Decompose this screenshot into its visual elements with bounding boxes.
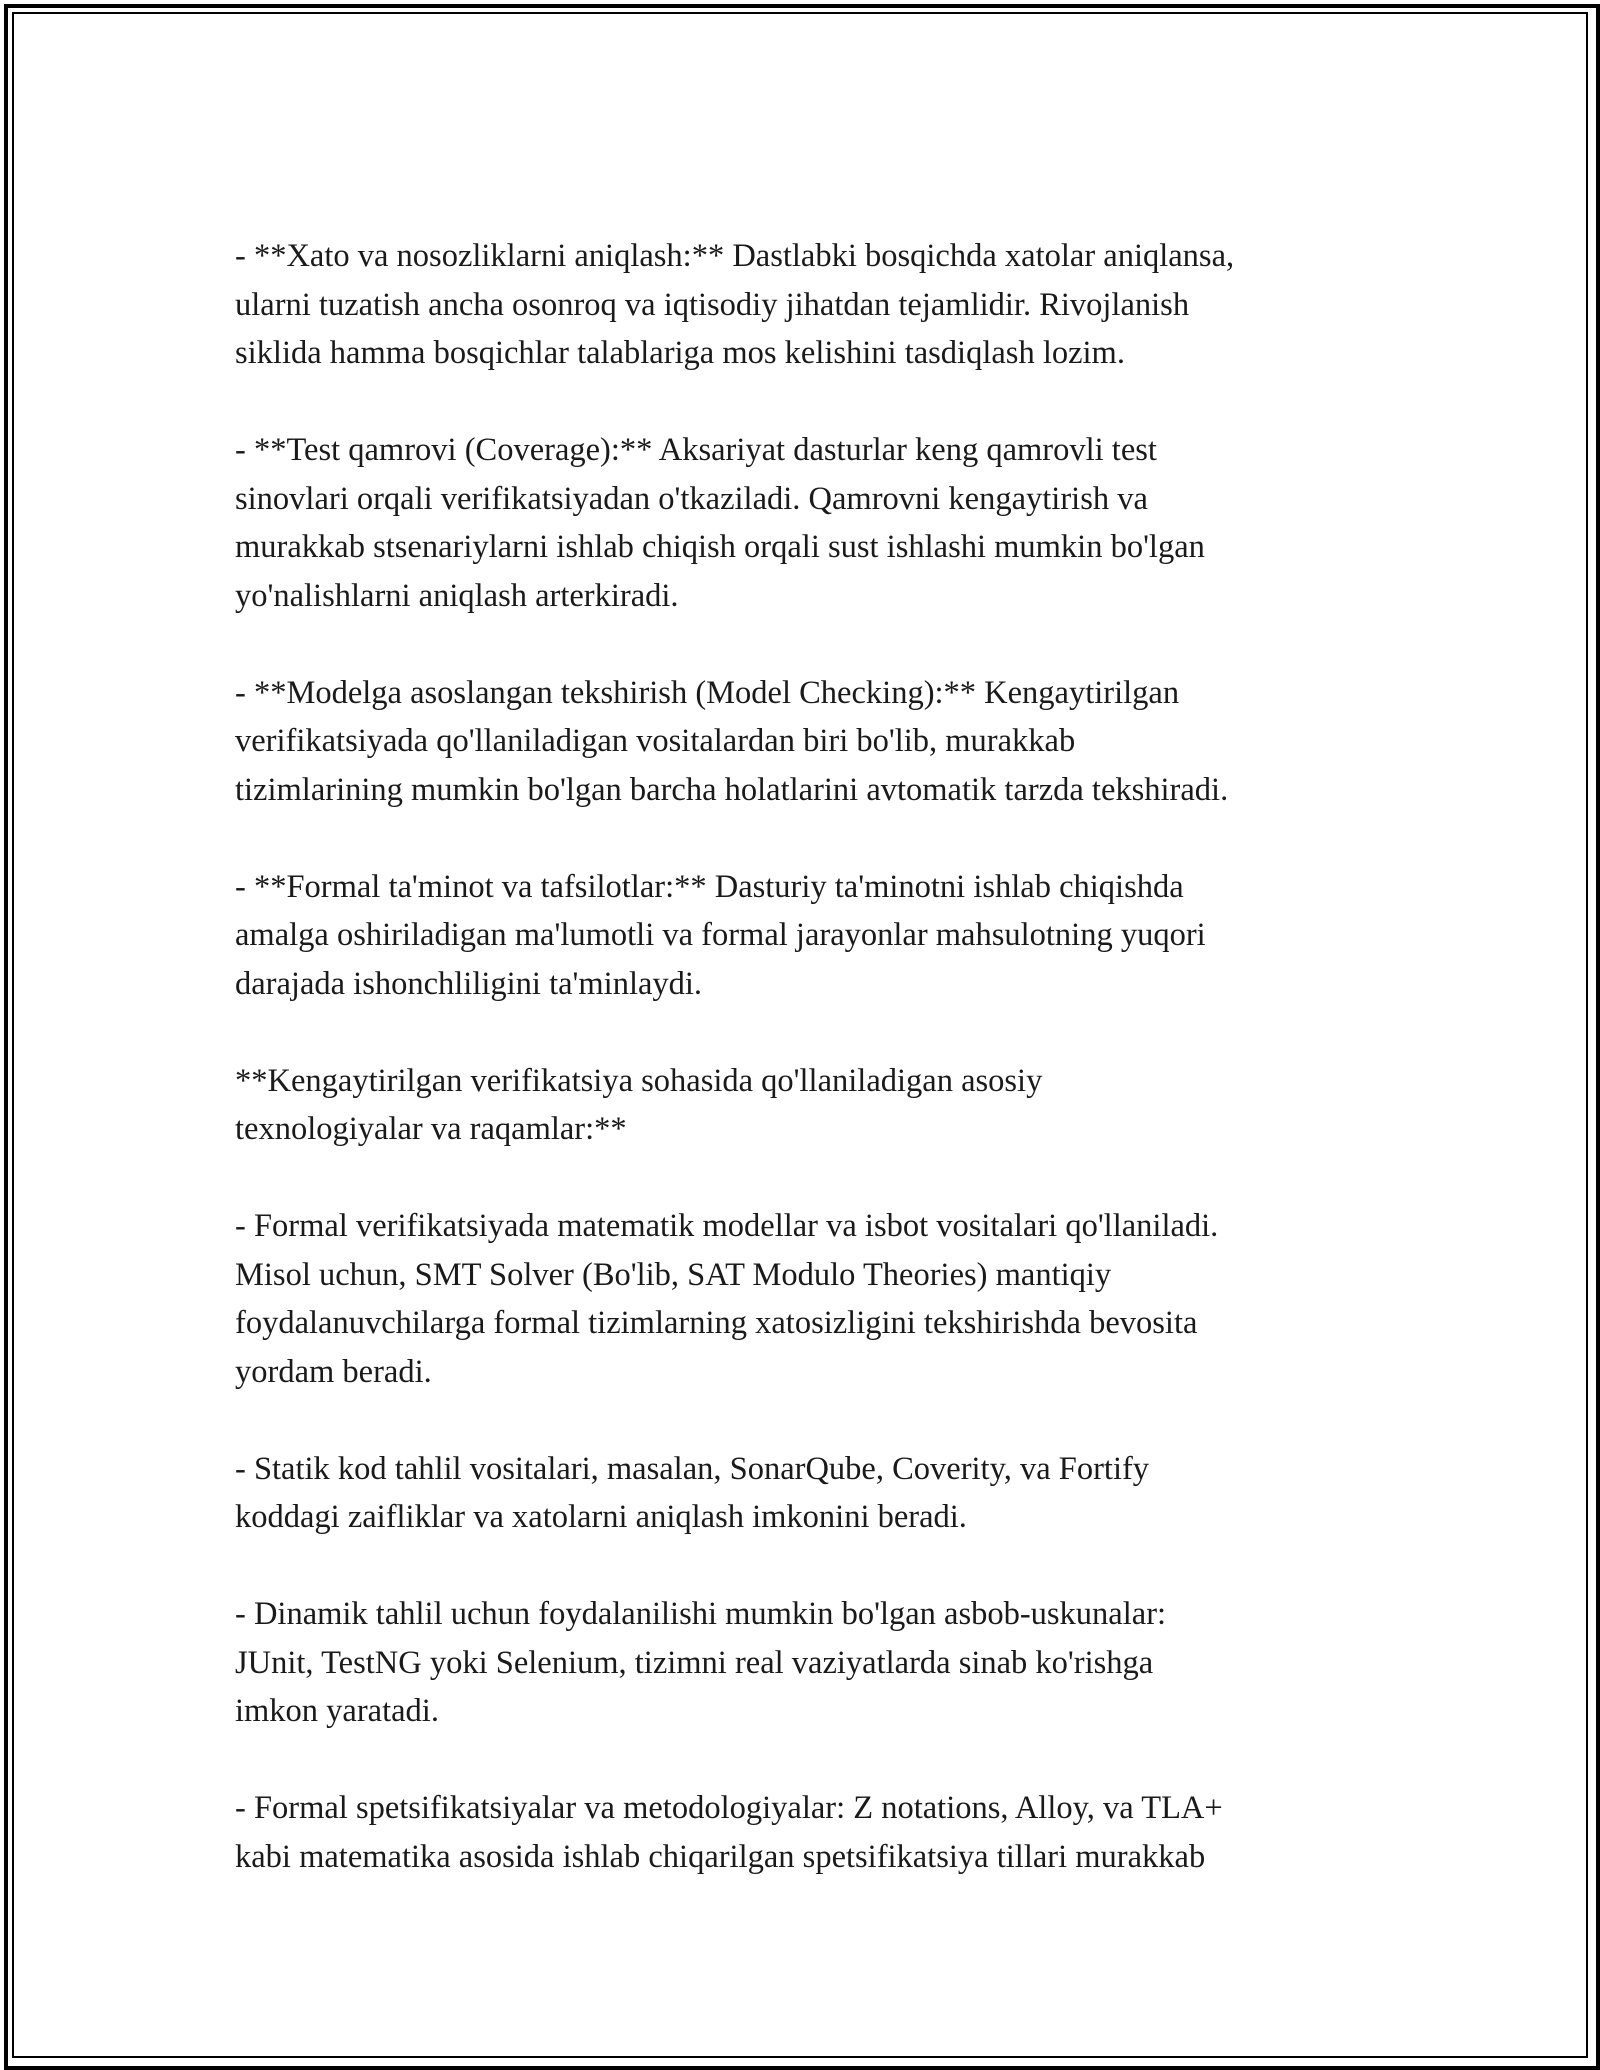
text-line: sinovlari orqali verifikatsiyadan o'tkaziladi. Qamrovni kengaytirish va — [235, 480, 1148, 517]
text-line: - **Modelga asoslangan tekshirish (Model Checking):** Kengaytirilgan — [235, 674, 1180, 711]
text-line: **Kengaytirilgan verifikatsiya sohasida qo'llaniladigan asosiy — [235, 1062, 1043, 1099]
text-line: - **Formal ta'minot va tafsilotlar:** Dasturiy ta'minotni ishlab chiqishda — [235, 868, 1184, 905]
text-line: amalga oshiriladigan ma'lumotli va formal jarayonlar mahsulotning yuqori — [235, 917, 1206, 953]
text-line: koddagi zaifliklar va xatolarni aniqlash imkonini beradi. — [235, 1499, 967, 1535]
text-line: Misol uchun, SMT Solver (Bo'lib, SAT Modulo Theories) mantiqiy — [235, 1256, 1112, 1293]
text-line: yordam beradi. — [235, 1353, 432, 1390]
text-line: - Formal spetsifikatsiyalar va metodologiyalar: Z notations, Alloy, va TLA+ — [235, 1790, 1223, 1826]
text-line: tizimlarining mumkin bo'lgan barcha holatlarini avtomatik tarzda tekshiradi. — [235, 771, 1229, 808]
text-line: foydalanuvchilarga formal tizimlarning xatosizligini tekshirishda bevosita — [235, 1305, 1198, 1341]
text-line: siklida hamma bosqichlar talablariga mos kelishini tasdiqlash lozim. — [235, 335, 1125, 371]
paragraph-formal-specifications — [235, 1784, 1375, 1881]
text-line: - Statik kod tahlil vositalari, masalan, SonarQube, Coverity, va Fortify — [235, 1450, 1150, 1487]
text-line: verifikatsiyada qo'llaniladigan vositalardan biri bo'lib, murakkab — [235, 723, 1076, 759]
text-line: - Dinamik tahlil uchun foydalanilishi mumkin bo'lgan asbob-uskunalar: — [235, 1596, 1167, 1632]
text-line: - **Test qamrovi (Coverage):** Aksariyat dasturlar keng qamrovli test — [235, 432, 1157, 468]
paragraph-formal-verification — [235, 1202, 1375, 1396]
paragraph-test-coverage — [235, 426, 1375, 620]
text-line: kabi matematika asosida ishlab chiqarilgan spetsifikatsiya tillari murakkab — [235, 1838, 1206, 1875]
text-line: - Formal verifikatsiyada matematik modellar va isbot vositalari qo'llaniladi. — [235, 1208, 1219, 1244]
text-line: JUnit, TestNG yoki Selenium, tizimni real vaziyatlarda sinab ko'rishga — [235, 1644, 1154, 1681]
text-line: darajada ishonchliligini ta'minlaydi. — [235, 965, 703, 1002]
paragraph-error-detection — [235, 232, 1375, 378]
text-line: imkon yaratadi. — [235, 1693, 439, 1729]
text-line: yo'nalishlarni aniqlash arterkiradi. — [235, 577, 679, 614]
text-line: murakkab stsenariylarni ishlab chiqish orqali sust ishlashi mumkin bo'lgan — [235, 529, 1205, 565]
paragraph-formal-assurance — [235, 863, 1375, 1009]
text-line: ularni tuzatish ancha osonroq va iqtisodiy jihatdan tejamlidir. Rivojlanish — [235, 286, 1190, 323]
paragraph-static-analysis — [235, 1445, 1375, 1542]
text-line: - **Xato va nosozliklarni aniqlash:** Dastlabki bosqichda xatolar aniqlansa, — [235, 238, 1235, 274]
document-body — [235, 232, 1375, 1930]
section-heading — [235, 1057, 1375, 1154]
text-line: texnologiyalar va raqamlar:** — [235, 1111, 627, 1147]
paragraph-dynamic-analysis — [235, 1590, 1375, 1736]
paragraph-model-checking — [235, 669, 1375, 815]
